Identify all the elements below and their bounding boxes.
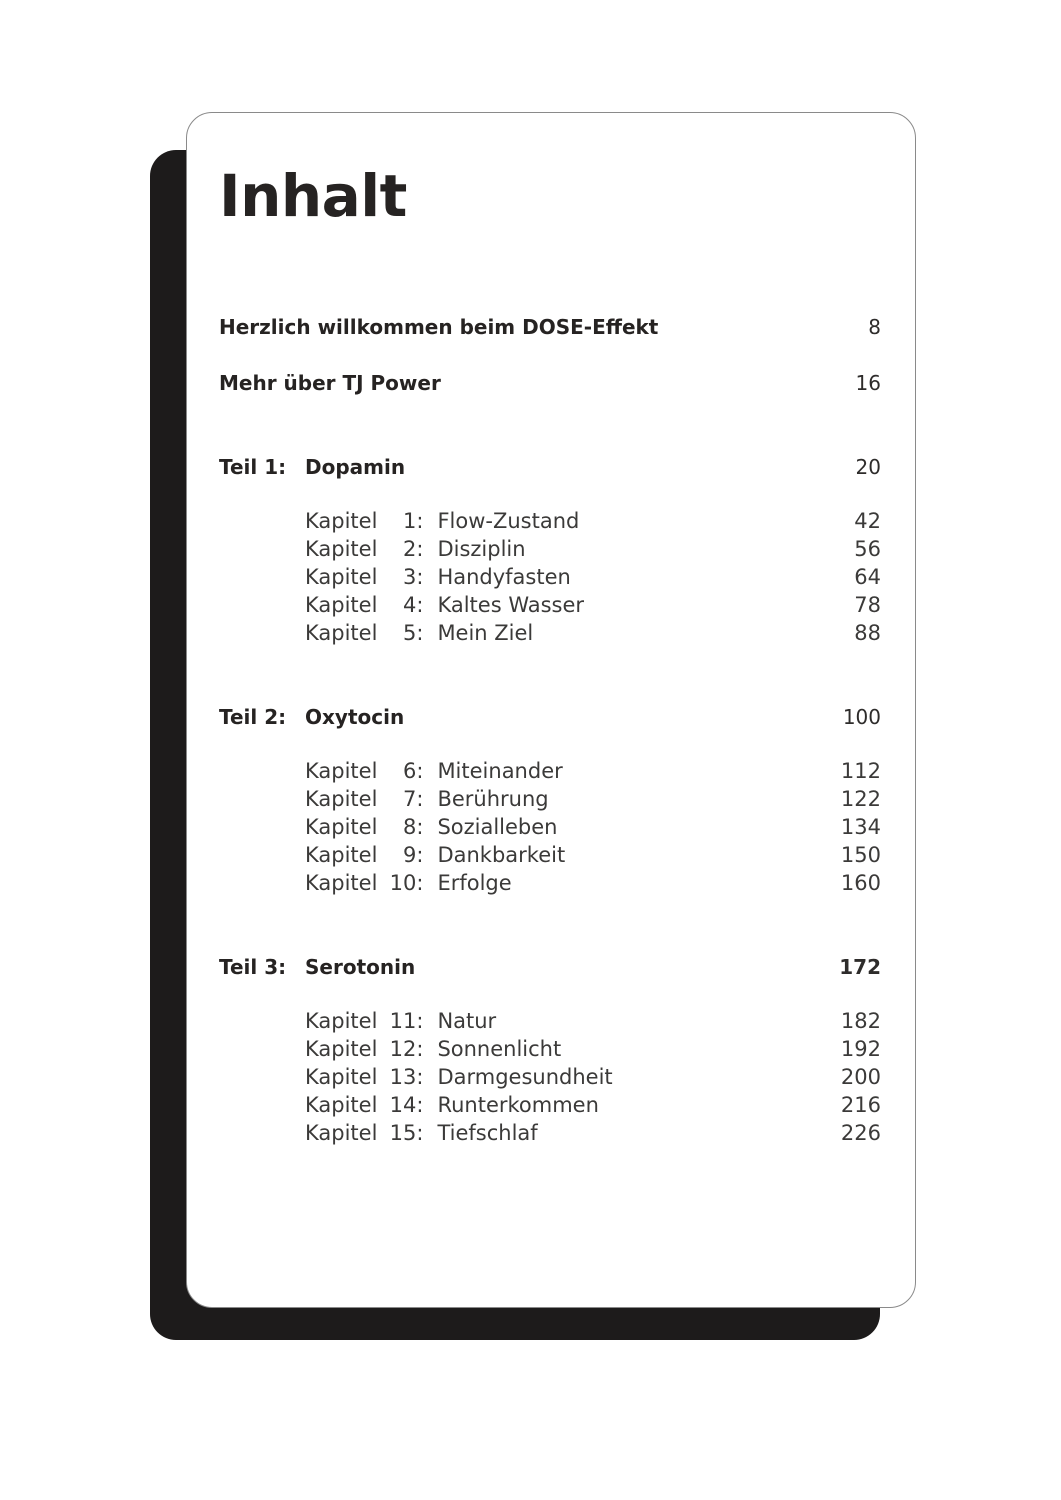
toc-entry-chapter[interactable] xyxy=(219,537,881,561)
toc-chapter-page-number: 134 xyxy=(840,815,881,839)
toc-part-title: Serotonin xyxy=(305,955,416,979)
toc-chapter-number: 8: xyxy=(403,815,424,839)
toc-chapter-page-number: 42 xyxy=(854,509,881,533)
toc-chapter-number: 4: xyxy=(403,593,424,617)
toc-entry-chapter[interactable] xyxy=(219,621,881,645)
toc-chapter-title: Erfolge xyxy=(437,871,512,895)
parts-list xyxy=(219,455,881,1145)
card-content-area xyxy=(219,113,881,1307)
toc-chapter-word: Kapitel xyxy=(305,509,378,533)
toc-chapter-word: Kapitel xyxy=(305,843,378,867)
toc-part-group xyxy=(219,455,881,645)
toc-chapter-number: 14: xyxy=(389,1093,424,1117)
toc-chapter-list xyxy=(219,1009,881,1145)
toc-chapter-page-number: 200 xyxy=(840,1065,881,1089)
toc-chapter-title: Sonnenlicht xyxy=(437,1037,562,1061)
page-title: Inhalt xyxy=(219,162,407,230)
toc-chapter-number: 3: xyxy=(403,565,424,589)
toc-entry-page-number: 8 xyxy=(868,315,881,339)
toc-part-page-number: 20 xyxy=(855,455,881,479)
toc-chapter-word: Kapitel xyxy=(305,1009,378,1033)
toc-chapter-word: Kapitel xyxy=(305,537,378,561)
toc-chapter-word: Kapitel xyxy=(305,1121,378,1145)
toc-chapter-number: 7: xyxy=(403,787,424,811)
toc-chapter-word: Kapitel xyxy=(305,1093,378,1117)
toc-entry-chapter[interactable] xyxy=(219,509,881,533)
toc-chapter-word: Kapitel xyxy=(305,1037,378,1061)
toc-entry-label: Herzlich willkommen beim DOSE-Effekt xyxy=(219,315,659,339)
toc-chapter-number: 1: xyxy=(403,509,424,533)
toc-entry-label: Mehr über TJ Power xyxy=(219,371,441,395)
toc-chapter-title: Flow-Zustand xyxy=(437,509,580,533)
toc-part-group xyxy=(219,705,881,895)
toc-chapter-title: Dankbarkeit xyxy=(437,843,566,867)
toc-chapter-page-number: 112 xyxy=(840,759,881,783)
front-matter-list xyxy=(219,315,881,395)
toc-chapter-page-number: 216 xyxy=(840,1093,881,1117)
toc-part-group xyxy=(219,955,881,1145)
toc-chapter-page-number: 226 xyxy=(840,1121,881,1145)
toc-entry-chapter[interactable] xyxy=(219,1037,881,1061)
toc-chapter-word: Kapitel xyxy=(305,815,378,839)
toc-part-kicker: Teil 3: xyxy=(219,955,287,979)
toc-chapter-page-number: 88 xyxy=(854,621,881,645)
toc-chapter-page-number: 122 xyxy=(840,787,881,811)
toc-body xyxy=(219,315,881,1149)
toc-chapter-number: 13: xyxy=(389,1065,424,1089)
toc-chapter-word: Kapitel xyxy=(305,1065,378,1089)
toc-entry-chapter[interactable] xyxy=(219,843,881,867)
toc-entry-chapter[interactable] xyxy=(219,593,881,617)
toc-entry-chapter[interactable] xyxy=(219,759,881,783)
toc-chapter-number: 11: xyxy=(389,1009,424,1033)
toc-chapter-page-number: 56 xyxy=(854,537,881,561)
toc-chapter-title: Berührung xyxy=(437,787,549,811)
toc-entry-chapter[interactable] xyxy=(219,1093,881,1117)
table-of-contents-card xyxy=(186,112,916,1308)
toc-chapter-number: 9: xyxy=(403,843,424,867)
toc-chapter-title: Miteinander xyxy=(437,759,563,783)
toc-part-kicker: Teil 2: xyxy=(219,705,287,729)
toc-chapter-number: 5: xyxy=(403,621,424,645)
toc-entry-front-matter[interactable] xyxy=(219,315,881,339)
toc-entry-chapter[interactable] xyxy=(219,1009,881,1033)
toc-entry-chapter[interactable] xyxy=(219,787,881,811)
toc-part-kicker: Teil 1: xyxy=(219,455,287,479)
toc-chapter-page-number: 64 xyxy=(854,565,881,589)
toc-chapter-title: Disziplin xyxy=(437,537,526,561)
toc-entry-page-number: 16 xyxy=(855,371,881,395)
toc-chapter-title: Natur xyxy=(437,1009,497,1033)
toc-entry-chapter[interactable] xyxy=(219,871,881,895)
toc-chapter-page-number: 182 xyxy=(840,1009,881,1033)
toc-chapter-number: 2: xyxy=(403,537,424,561)
toc-chapter-page-number: 192 xyxy=(840,1037,881,1061)
toc-chapter-number: 15: xyxy=(389,1121,424,1145)
toc-chapter-title: Handyfasten xyxy=(437,565,571,589)
toc-chapter-number: 10: xyxy=(389,871,424,895)
toc-chapter-page-number: 78 xyxy=(854,593,881,617)
toc-chapter-title: Sozialleben xyxy=(437,815,558,839)
toc-entry-front-matter[interactable] xyxy=(219,371,881,395)
toc-entry-chapter[interactable] xyxy=(219,1065,881,1089)
toc-chapter-page-number: 150 xyxy=(840,843,881,867)
toc-chapter-word: Kapitel xyxy=(305,565,378,589)
toc-entry-chapter[interactable] xyxy=(219,1121,881,1145)
toc-entry-chapter[interactable] xyxy=(219,565,881,589)
toc-part-header[interactable] xyxy=(219,955,881,979)
toc-chapter-word: Kapitel xyxy=(305,593,378,617)
toc-chapter-title: Kaltes Wasser xyxy=(437,593,585,617)
toc-chapter-title: Runterkommen xyxy=(437,1093,599,1117)
toc-part-header[interactable] xyxy=(219,705,881,729)
toc-chapter-word: Kapitel xyxy=(305,787,378,811)
toc-chapter-title: Tiefschlaf xyxy=(437,1121,538,1145)
toc-entry-chapter[interactable] xyxy=(219,815,881,839)
toc-chapter-list xyxy=(219,509,881,645)
toc-chapter-word: Kapitel xyxy=(305,871,378,895)
toc-chapter-title: Mein Ziel xyxy=(437,621,534,645)
toc-chapter-word: Kapitel xyxy=(305,759,378,783)
toc-part-title: Oxytocin xyxy=(305,705,405,729)
toc-chapter-page-number: 160 xyxy=(840,871,881,895)
toc-part-title: Dopamin xyxy=(305,455,406,479)
toc-chapter-title: Darmgesundheit xyxy=(437,1065,613,1089)
toc-chapter-number: 6: xyxy=(403,759,424,783)
toc-part-page-number: 100 xyxy=(842,705,881,729)
toc-part-page-number: 172 xyxy=(839,955,881,979)
toc-chapter-word: Kapitel xyxy=(305,621,378,645)
toc-chapter-list xyxy=(219,759,881,895)
toc-part-header[interactable] xyxy=(219,455,881,479)
toc-chapter-number: 12: xyxy=(389,1037,424,1061)
